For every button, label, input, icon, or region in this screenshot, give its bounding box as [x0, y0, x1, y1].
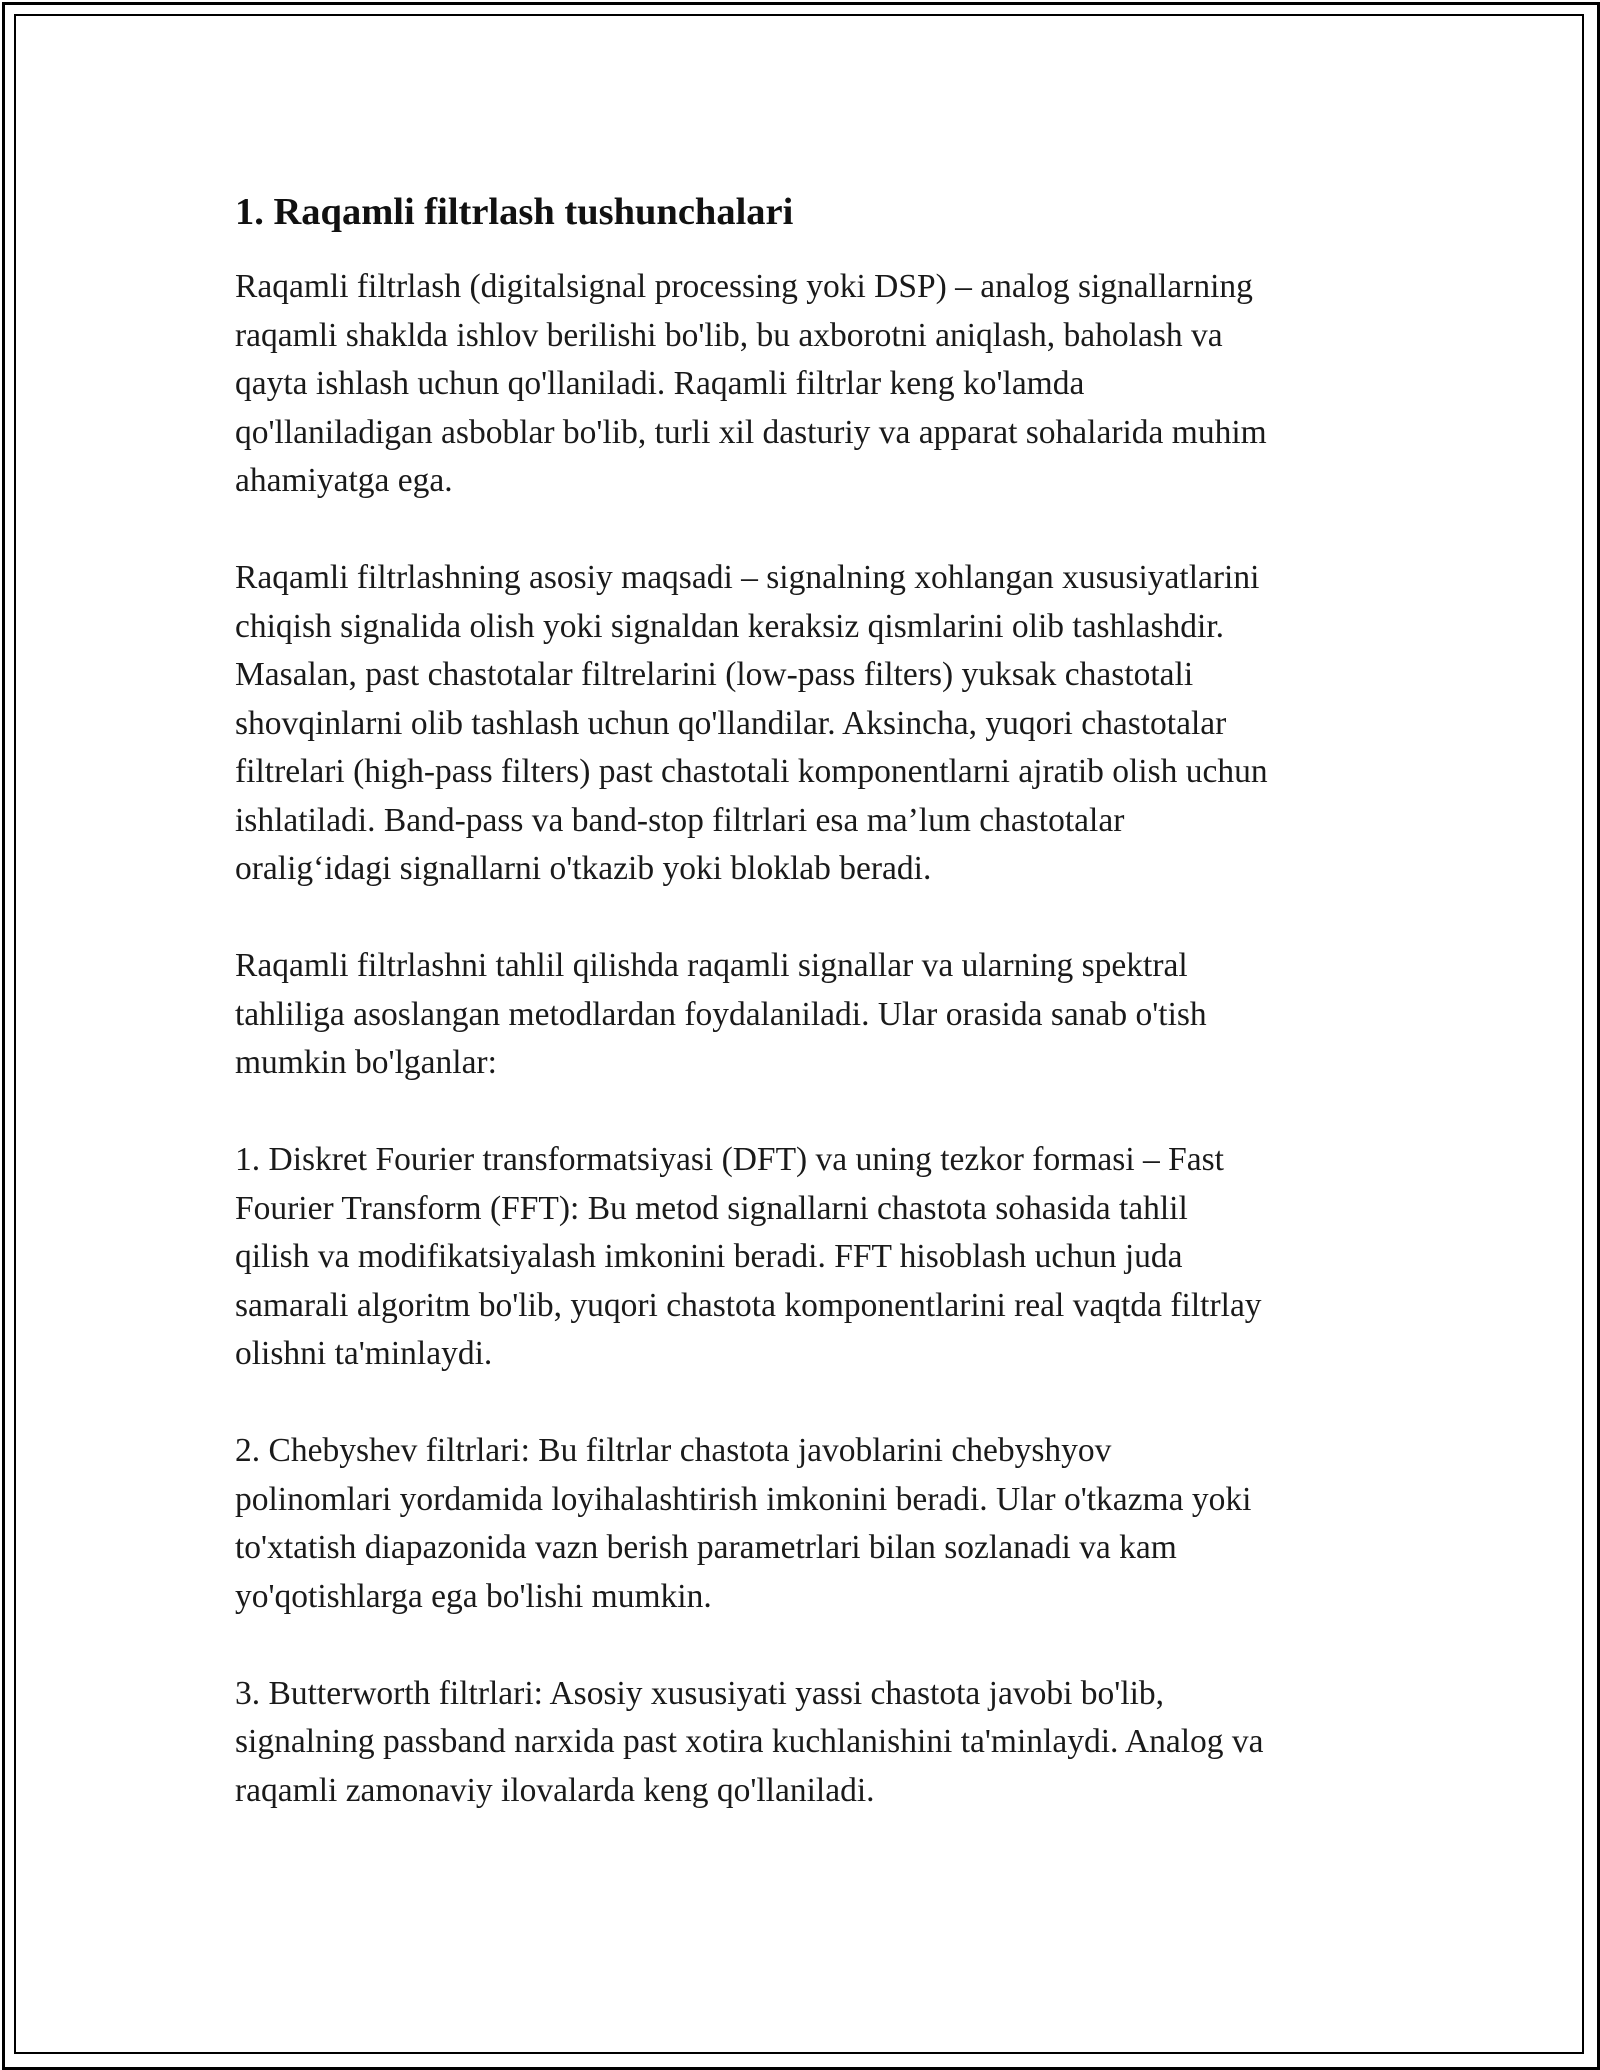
- paragraph-line: 3. Butterworth filtrlari: Asosiy xususiyati yassi chastota javobi bo'lib,: [235, 1674, 1165, 1712]
- paragraph-line: polinomlari yordamida loyihalashtirish imkonini beradi. Ular o'tkazma yoki: [235, 1480, 1252, 1518]
- paragraph-line: mumkin bo'lganlar:: [235, 1044, 497, 1081]
- paragraph-line: chiqish signalida olish yoki signaldan keraksiz qismlarini olib tashlashdir.: [235, 607, 1225, 645]
- paragraph-line: yo'qotishlarga ega bo'lishi mumkin.: [235, 1577, 712, 1615]
- paragraph-line: qo'llaniladigan asboblar bo'lib, turli xil dasturiy va apparat sohalarida muhim: [235, 413, 1267, 451]
- paragraph-line: raqamli shaklda ishlov berilishi bo'lib, bu axborotni aniqlash, baholash va: [235, 316, 1223, 354]
- paragraph-line: ishlatiladi. Band-pass va band-stop filtrlari esa ma’lum chastotalar: [235, 801, 1125, 839]
- paragraph-line: Raqamli filtrlashning asosiy maqsadi – signalning xohlangan xususiyatlarini: [235, 559, 1260, 596]
- paragraph-line: to'xtatish diapazonida vazn berish parametrlari bilan sozlanadi va kam: [235, 1529, 1177, 1566]
- paragraph-line: olishni ta'minlaydi.: [235, 1335, 493, 1372]
- paragraph-line: 1. Diskret Fourier transformatsiyasi (DFT) va uning tezkor formasi – Fast: [235, 1141, 1224, 1178]
- paragraph-line: ahamiyatga ega.: [235, 462, 453, 499]
- list-item-chebyshev: [235, 1427, 1385, 1621]
- paragraph-line: raqamli zamonaviy ilovalarda keng qo'llaniladi.: [235, 1771, 875, 1809]
- list-item-butterworth: [235, 1670, 1385, 1816]
- document-body: [235, 186, 1385, 1864]
- paragraph-line: qayta ishlash uchun qo'llaniladi. Raqamli filtrlar keng ko'lamda: [235, 365, 1085, 402]
- paragraph-line: Raqamli filtrlashni tahlil qilishda raqamli signallar va ularning spektral: [235, 947, 1188, 984]
- paragraph-line: tahliliga asoslangan metodlardan foydalaniladi. Ular orasida sanab o'tish: [235, 995, 1207, 1033]
- paragraph-line: samarali algoritm bo'lib, yuqori chastota komponentlarini real vaqtda filtrlay: [235, 1286, 1262, 1324]
- paragraph-line: Masalan, past chastotalar filtrelarini (low-pass filters) yuksak chastotali: [235, 656, 1194, 693]
- paragraph-line: qilish va modifikatsiyalash imkonini beradi. FFT hisoblash uchun juda: [235, 1238, 1183, 1275]
- paragraph-purpose: [235, 554, 1385, 894]
- paragraph-line: Raqamli filtrlash (digitalsignal processing yoki DSP) – analog signallarning: [235, 268, 1253, 305]
- paragraph-line: 2. Chebyshev filtrlari: Bu filtrlar chastota javoblarini chebyshyov: [235, 1432, 1112, 1469]
- paragraph-intro: [235, 263, 1385, 506]
- paragraph-line: signalning passband narxida past xotira kuchlanishini ta'minlaydi. Analog va: [235, 1723, 1264, 1760]
- page-title: 1. Raqamli filtrlash tushunchalari: [235, 191, 794, 233]
- paragraph-line: oralig‘idagi signallarni o'tkazib yoki bloklab beradi.: [235, 850, 932, 887]
- paragraph-line: shovqinlarni olib tashlash uchun qo'llandilar. Aksincha, yuqori chastotalar: [235, 704, 1227, 742]
- paragraph-methods-intro: [235, 942, 1385, 1088]
- list-item-dft-fft: [235, 1136, 1385, 1379]
- paragraph-line: filtrelari (high-pass filters) past chastotali komponentlarni ajratib olish uchun: [235, 753, 1268, 790]
- paragraph-line: Fourier Transform (FFT): Bu metod signallarni chastota sohasida tahlil: [235, 1189, 1188, 1227]
